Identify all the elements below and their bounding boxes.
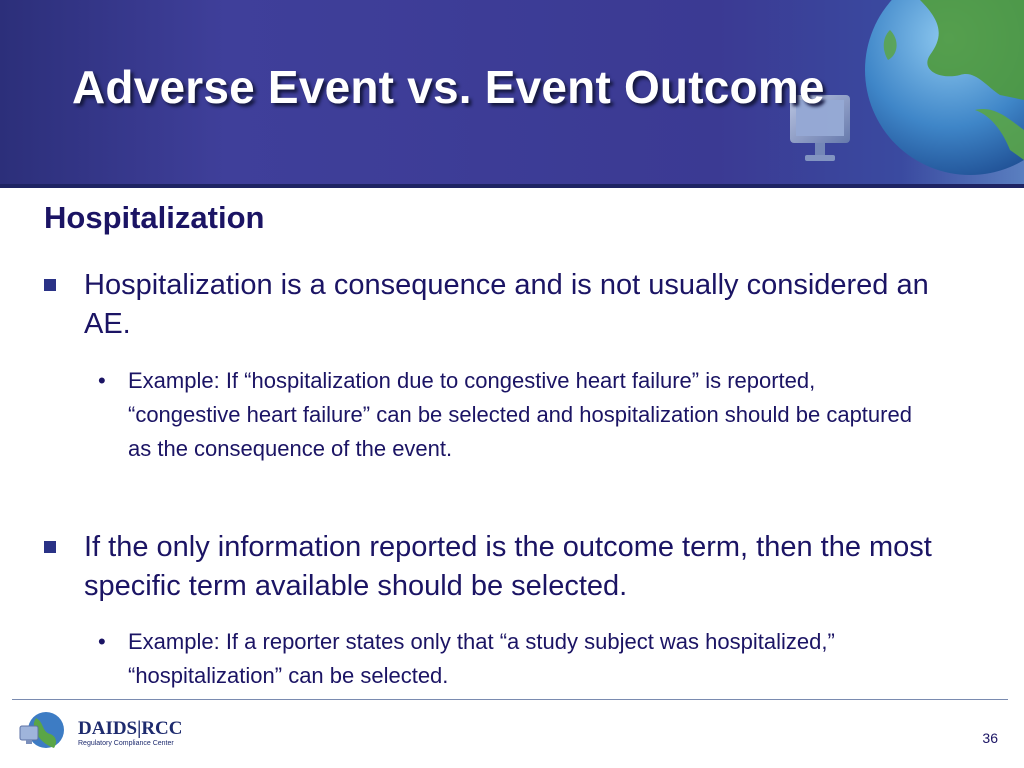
bullet-item: [44, 266, 974, 344]
dot-bullet-icon: •: [98, 368, 106, 393]
square-bullet-icon: [44, 279, 56, 291]
logo-name: DAIDS: [78, 718, 138, 739]
daids-rcc-logo: [14, 706, 204, 756]
bullet-item: [44, 528, 974, 606]
page-number: 36: [982, 730, 998, 746]
bullet-text: Hospitalization is a consequence and is not usually considered an AE.: [84, 269, 929, 340]
square-bullet-icon: [44, 541, 56, 553]
footer-divider: [12, 699, 1008, 700]
sub-bullet-text: Example: If “hospitalization due to congestive heart failure” is reported, “congestive heart failure” can be selected and hospitalization should be captured as the consequence of the event.: [128, 368, 912, 461]
logo-divider: |: [137, 718, 142, 739]
dot-bullet-icon: •: [98, 629, 106, 654]
sub-bullet-item: [98, 364, 918, 466]
sub-bullet-item: [98, 625, 918, 693]
logo-suffix: RCC: [141, 718, 183, 739]
logo-globe-icon: [14, 706, 74, 756]
section-heading: Hospitalization: [44, 200, 265, 235]
slide-title: Adverse Event vs. Event Outcome: [72, 61, 825, 113]
logo-tagline: Regulatory Compliance Center: [78, 740, 174, 747]
bullet-text: If the only information reported is the outcome term, then the most specific term available should be selected.: [84, 531, 932, 602]
logo-wordmark: [78, 718, 182, 740]
sub-bullet-text: Example: If a reporter states only that “a study subject was hospitalized,” “hospitalization” can be selected.: [128, 629, 835, 688]
slide-header: [0, 0, 1024, 188]
